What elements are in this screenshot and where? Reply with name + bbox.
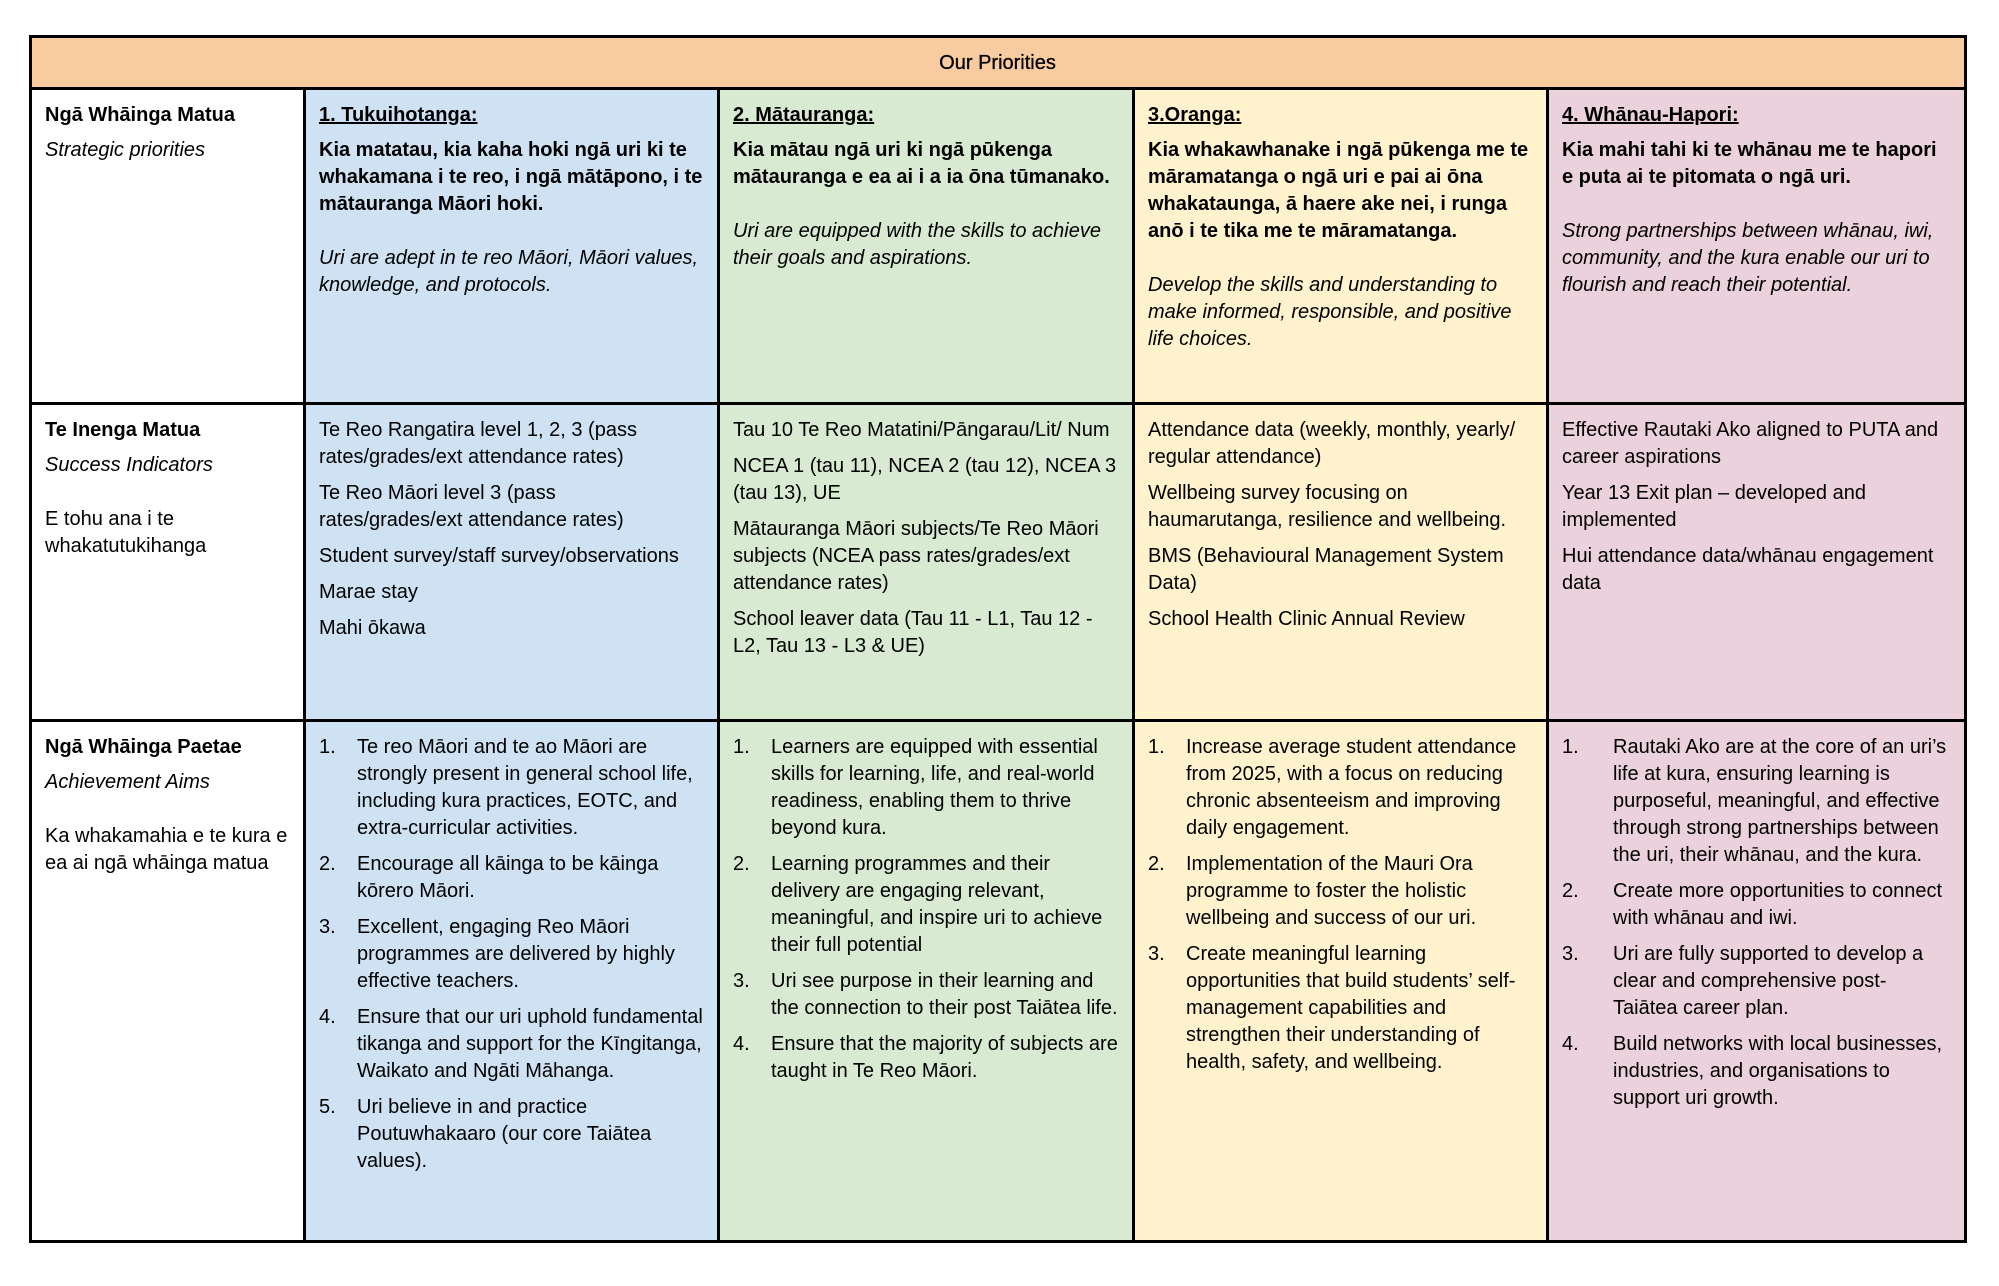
success-indicators-row	[31, 404, 1966, 721]
aim-text: Create meaningful learning opportunities that build students’ self-management capabilities and strengthen their understanding of health, safety, and wellbeing.	[1186, 943, 1516, 1073]
aim-item	[319, 914, 703, 995]
priority-heading: 3.Oranga:	[1148, 104, 1242, 126]
aim-number: 5.	[319, 1096, 336, 1118]
priority-1-indicators	[305, 404, 719, 721]
priority-4-aims	[1548, 721, 1966, 1242]
row-subtitle: Achievement Aims	[45, 771, 210, 793]
aim-number: 3.	[1148, 943, 1165, 965]
row-title: Te Inenga Matua	[45, 419, 201, 441]
priority-heading: 2. Mātauranga:	[733, 104, 875, 126]
row-label-strategic	[31, 89, 305, 404]
indicator-item: Wellbeing survey focusing on haumarutanga, resilience and wellbeing.	[1148, 482, 1507, 531]
aim-number: 2.	[319, 853, 336, 875]
indicator-item: Student survey/staff survey/observations	[319, 545, 679, 567]
aims-list	[1562, 734, 1950, 1112]
priority-2-aims	[719, 721, 1134, 1242]
aim-number: 1.	[1562, 736, 1579, 758]
aim-text: Te reo Māori and te ao Māori are strongly present in general school life, including kura practices, EOTC, and extra-curricular activities.	[357, 736, 693, 839]
aim-text: Increase average student attendance from 2025, with a focus on reducing chronic absenteeism and improving daily engagement.	[1186, 736, 1517, 839]
aim-number: 3.	[1562, 943, 1579, 965]
aim-item	[733, 851, 1118, 959]
aims-list	[1148, 734, 1532, 1076]
priority-description: Uri are equipped with the skills to achieve their goals and aspirations.	[733, 220, 1101, 269]
aim-item	[319, 734, 703, 842]
aim-number: 4.	[733, 1033, 750, 1055]
indicator-item: BMS (Behavioural Management System Data)	[1148, 545, 1504, 594]
priorities-table	[29, 35, 1967, 1243]
aim-item	[1148, 941, 1532, 1076]
indicator-item: School Health Clinic Annual Review	[1148, 608, 1465, 630]
indicator-item: Te Reo Rangatira level 1, 2, 3 (pass rates/grades/ext attendance rates)	[319, 419, 637, 468]
aim-text: Learning programmes and their delivery are engaging relevant, meaningful, and inspire uri to achieve their full potential	[771, 853, 1103, 956]
priority-description: Develop the skills and understanding to make informed, responsible, and positive life choices.	[1148, 274, 1512, 350]
row-note: E tohu ana i te whakatutukihanga	[45, 508, 207, 557]
aim-item	[319, 1004, 703, 1085]
aim-text: Learners are equipped with essential skills for learning, life, and real-world readiness, enabling them to thrive beyond kura.	[771, 736, 1098, 839]
title-row	[31, 37, 1966, 89]
priority-heading: 4. Whānau-Hapori:	[1562, 104, 1739, 126]
aim-number: 3.	[733, 970, 750, 992]
row-subtitle: Strategic priorities	[45, 139, 206, 161]
strategic-priorities-row	[31, 89, 1966, 404]
aim-number: 1.	[1148, 736, 1165, 758]
indicator-item: Attendance data (weekly, monthly, yearly/ regular attendance)	[1148, 419, 1516, 468]
aim-item	[1148, 734, 1532, 842]
priority-goal: Kia matatau, kia kaha hoki ngā uri ki te whakamana i te reo, i ngā mātāpono, i te mātauranga Māori hoki.	[319, 139, 703, 215]
aim-text: Create more opportunities to connect with whānau and iwi.	[1613, 880, 1943, 929]
aim-item	[1562, 941, 1950, 1022]
aim-number: 3.	[319, 916, 336, 938]
aim-item	[733, 1031, 1118, 1085]
aim-item	[319, 1094, 703, 1175]
indicator-item: Tau 10 Te Reo Matatini/Pāngarau/Lit/ Num	[733, 419, 1110, 441]
aims-list	[733, 734, 1118, 1085]
row-title: Ngā Whāinga Paetae	[45, 736, 242, 758]
indicator-item: NCEA 1 (tau 11), NCEA 2 (tau 12), NCEA 3 (tau 13), UE	[733, 455, 1117, 504]
indicator-item: Marae stay	[319, 581, 418, 603]
priority-description: Uri are adept in te reo Māori, Māori values, knowledge, and protocols.	[319, 247, 699, 296]
aim-text: Uri believe in and practice Poutuwhakaaro (our core Taiātea values).	[357, 1096, 652, 1172]
aim-number: 2.	[733, 853, 750, 875]
row-title: Ngā Whāinga Matua	[45, 104, 236, 126]
aim-text: Uri see purpose in their learning and the connection to their post Taiātea life.	[771, 970, 1118, 1019]
indicator-item: Year 13 Exit plan – developed and implemented	[1562, 482, 1866, 531]
priority-goal: Kia whakawhanake i ngā pūkenga me te māramatanga o ngā uri e pai ai ōna whakataunga, ā haere ake nei, i runga anō i te tika me te māramatanga.	[1148, 139, 1529, 242]
aim-number: 2.	[1148, 853, 1165, 875]
aim-text: Encourage all kāinga to be kāinga kōrero Māori.	[357, 853, 659, 902]
aim-number: 1.	[319, 736, 336, 758]
aim-text: Implementation of the Mauri Ora programme to foster the holistic wellbeing and success of our uri.	[1186, 853, 1477, 929]
aim-item	[1148, 851, 1532, 932]
priority-3-strategic	[1134, 89, 1548, 404]
aim-text: Rautaki Ako are at the core of an uri’s life at kura, ensuring learning is purposeful, meaningful, and effective through strong partnerships between the uri, their whānau, and the kura.	[1613, 736, 1947, 866]
indicator-item: School leaver data (Tau 11 - L1, Tau 12 - L2, Tau 13 - L3 & UE)	[733, 608, 1093, 657]
aim-number: 4.	[1562, 1033, 1579, 1055]
aim-text: Build networks with local businesses, industries, and organisations to support uri growth.	[1613, 1033, 1943, 1109]
aim-item	[1562, 1031, 1950, 1112]
priority-3-aims	[1134, 721, 1548, 1242]
indicator-item: Mātauranga Māori subjects/Te Reo Māori subjects (NCEA pass rates/grades/ext attendance rates)	[733, 518, 1099, 594]
row-subtitle: Success Indicators	[45, 454, 213, 476]
aim-item	[733, 734, 1118, 842]
aim-text: Ensure that our uri uphold fundamental tikanga and support for the Kīngitanga, Waikato and Ngāti Māhanga.	[357, 1006, 703, 1082]
aim-text: Excellent, engaging Reo Māori programmes are delivered by highly effective teachers.	[357, 916, 675, 992]
achievement-aims-row	[31, 721, 1966, 1242]
aim-number: 4.	[319, 1006, 336, 1028]
indicator-item: Effective Rautaki Ako aligned to PUTA and career aspirations	[1562, 419, 1939, 468]
aim-item	[733, 968, 1118, 1022]
priority-heading: 1. Tukuihotanga:	[319, 104, 478, 126]
priority-4-indicators	[1548, 404, 1966, 721]
indicator-item: Hui attendance data/whānau engagement data	[1562, 545, 1934, 594]
row-note: Ka whakamahia e te kura e ea ai ngā whāinga matua	[45, 825, 288, 874]
aim-item	[1562, 878, 1950, 932]
priority-4-strategic	[1548, 89, 1966, 404]
priority-2-indicators	[719, 404, 1134, 721]
row-label-aims	[31, 721, 305, 1242]
priority-2-strategic	[719, 89, 1134, 404]
aim-number: 1.	[733, 736, 750, 758]
priority-description: Strong partnerships between whānau, iwi, community, and the kura enable our uri to flourish and reach their potential.	[1562, 220, 1934, 296]
aim-item	[319, 851, 703, 905]
priority-1-aims	[305, 721, 719, 1242]
aim-item	[1562, 734, 1950, 869]
indicator-item: Te Reo Māori level 3 (pass rates/grades/ext attendance rates)	[319, 482, 624, 531]
priority-3-indicators	[1134, 404, 1548, 721]
priority-1-strategic	[305, 89, 719, 404]
priority-goal: Kia mātau ngā uri ki ngā pūkenga mātauranga e ea ai i a ia ōna tūmanako.	[733, 139, 1110, 188]
aim-text: Ensure that the majority of subjects are taught in Te Reo Māori.	[771, 1033, 1118, 1082]
aim-number: 2.	[1562, 880, 1579, 902]
aims-list	[319, 734, 703, 1175]
aim-text: Uri are fully supported to develop a clear and comprehensive post-Taiātea career plan.	[1613, 943, 1924, 1019]
indicator-item: Mahi ōkawa	[319, 617, 426, 639]
table-title: Our Priorities	[31, 37, 1966, 89]
priority-goal: Kia mahi tahi ki te whānau me te hapori e puta ai te pitomata o ngā uri.	[1562, 139, 1937, 188]
row-label-indicators	[31, 404, 305, 721]
